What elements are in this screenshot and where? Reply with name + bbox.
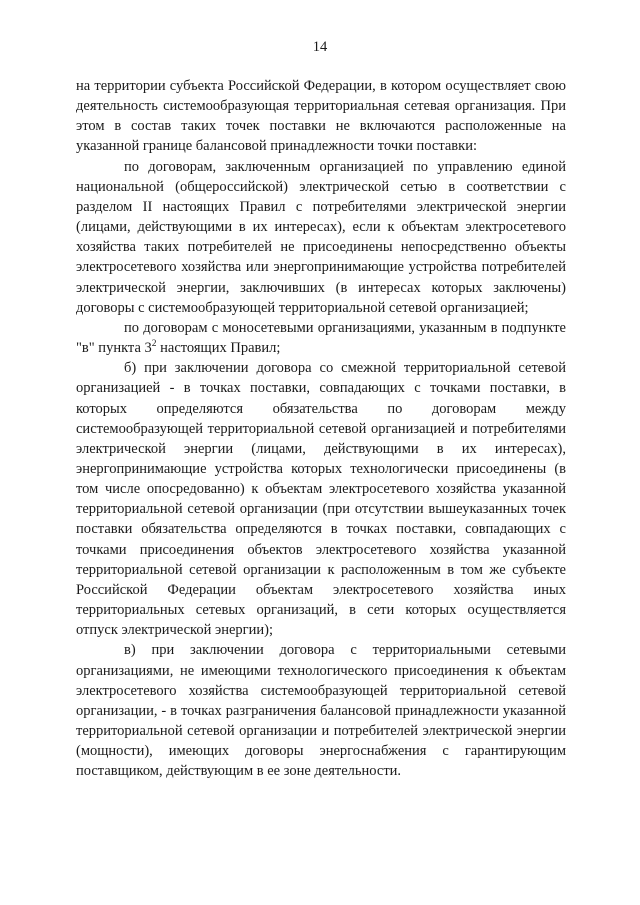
page-number: 14 (312, 39, 328, 55)
paragraph-national-grid-contracts: по договорам, заключенным организацией по управлению единой национальной (общероссийской) электрической сетью в соответствии с разделом II настоящих Правил с потребителями электрической энергии (лицами, действующими в их интересах), если к объектам электросетевого хозяйства таких потребителей не присоединены непосредственно объекты электросетевого хозяйства или энергопринимающие устройства потребителей электрической энергии, заключивших (в интересах которых заключены) договоры с системообразующей территориальной сетевой организацией; (76, 158, 566, 316)
paragraph-continuation: на территории субъекта Российской Федерации, в котором осуществляет свою деятельность системообразующая территориальная сетевая организация. При этом в состав таких точек поставки не включаются расположенные на указанной границе балансовой принадлежности точки поставки: (76, 78, 566, 155)
paragraph-item-b: б) при заключении договора со смежной территориальной сетевой организацией - в точках поставки, совпадающих с точками поставки, в которых определяются обязательства по договорам между системообразующей территориальной сетевой организацией и потребителями электрической энергии (лицами, действующими в их интересах), энергопринимающие устройства которых технологически присоединены (в том числе опосредованно) к объектам электросетевого хозяйства указанной территориальной сетевой организации (при отсутствии вышеуказанных точек поставки обязательства определяются в точках поставки, совпадающих с точками присоединения объектов электросетевого хозяйства указанной территориальной сетевой организации к расположенным в том же субъекте Российской Федерации объектам электросетевого хозяйства иных территориальных сетевых организаций, в сети которых осуществляется отпуск электрической энергии); (76, 360, 566, 639)
document-body (76, 76, 566, 781)
paragraph-monogrid-text-end: настоящих Правил; (156, 340, 281, 357)
paragraph-monogrid-text: по договорам с моносетевыми организациями, указанным в подпункте "в" пункта 3 (76, 319, 566, 357)
superscript-2: 2 (151, 339, 157, 350)
paragraph-item-v: в) при заключении договора с территориальными сетевыми организациями, не имеющими технологического присоединения к объектам электросетевого хозяйства системообразующей территориальной сетевой организации, - в точках разграничения балансовой принадлежности указанной территориальной сетевой организации и потребителей электрической энергии (мощности), имеющих договоры энергоснабжения с гарантирующим поставщиком, действующим в ее зоне деятельности. (76, 642, 566, 780)
paragraph-monogrid-contracts (76, 318, 566, 358)
